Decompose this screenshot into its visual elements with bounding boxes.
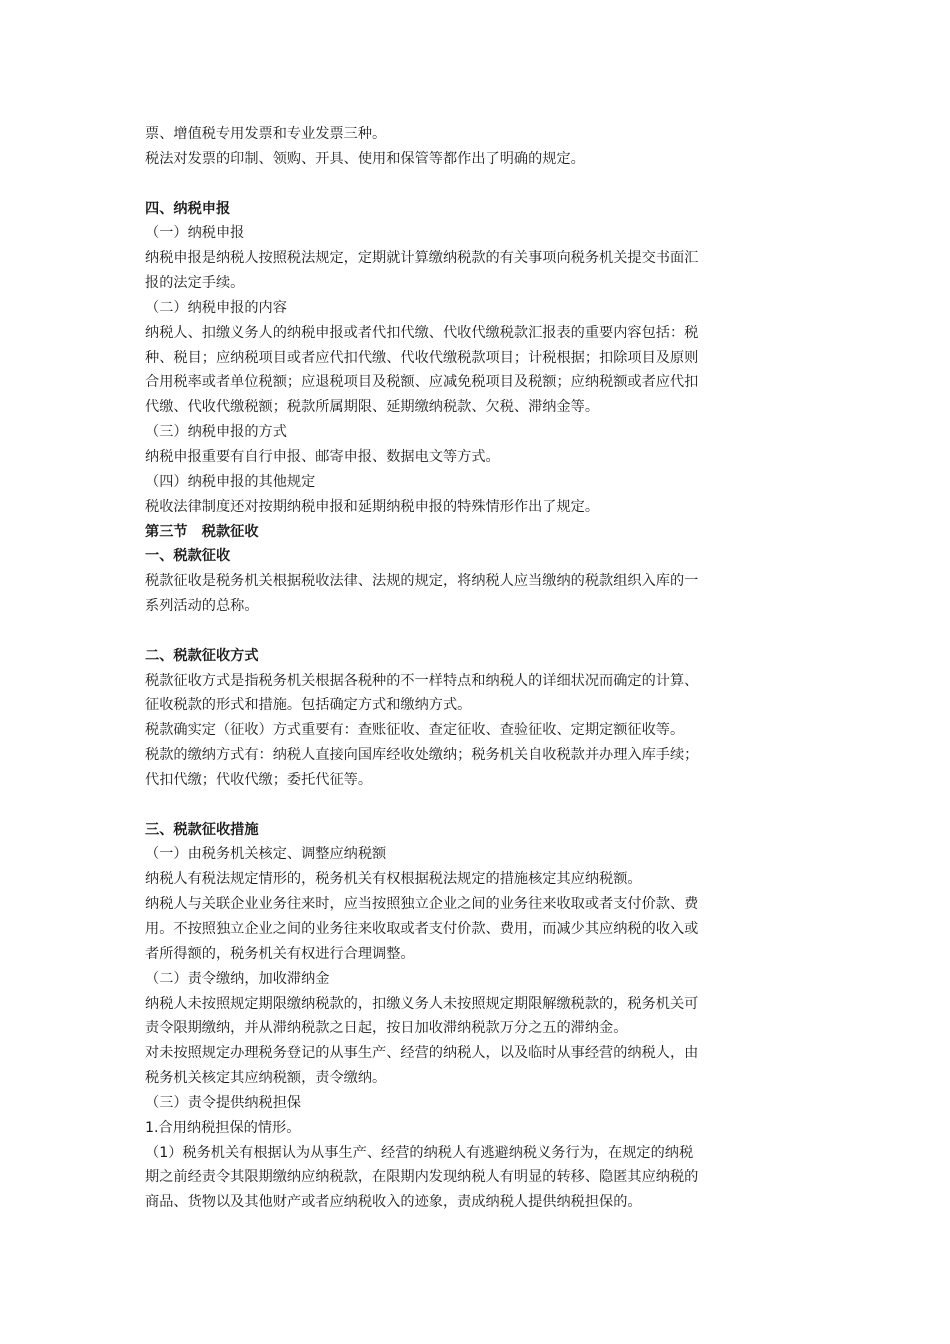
text-line: 对未按照规定办理税务登记的从事生产、经营的纳税人，以及临时从事经营的纳税人，由 xyxy=(145,1045,699,1062)
text-line: 税款确实定（征收）方式重要有：查账征收、查定征收、查验征收、定期定额征收等。 xyxy=(145,722,685,739)
subsection-heading: （二）纳税申报的内容 xyxy=(145,299,287,316)
text-line: 票、增值税专用发票和专业发票三种。 xyxy=(145,126,387,142)
text-line: （1）税务机关有根据认为从事生产、经营的纳税人有逃避纳税义务行为，在规定的纳税 xyxy=(145,1144,694,1161)
text-line: 商品、货物以及其他财产或者应纳税收入的迹象，责成纳税人提供纳税担保的。 xyxy=(145,1194,642,1211)
text-line: 税务机关核定其应纳税额，责令缴纳。 xyxy=(145,1070,387,1087)
text-line: 纳税人未按照规定期限缴纳税款的，扣缴义务人未按照规定期限解缴税款的，税务机关可 xyxy=(145,995,699,1012)
text-line: 税款的缴纳方式有：纳税人直接向国库经收处缴纳；税务机关自收税款并办理入库手续； xyxy=(145,747,699,764)
text-line: 纳税人、扣缴义务人的纳税申报或者代扣代缴、代收代缴税款汇报表的重要内容包括：税 xyxy=(145,324,699,341)
subsection-heading: （三）责令提供纳税担保 xyxy=(145,1094,302,1111)
text-line: 者所得额的，税务机关有权进行合理调整。 xyxy=(145,945,415,962)
list-item-heading: 1.合用纳税担保的情形。 xyxy=(145,1119,301,1136)
section-heading: 一、税款征收 xyxy=(145,548,231,565)
text-line: 用。不按照独立企业之间的业务往来收取或者支付价款、费用，而减少其应纳税的收入或 xyxy=(145,921,699,937)
section-heading: 三、税款征收措施 xyxy=(145,821,259,838)
text-line: 代缴、代收代缴税额；税款所属期限、延期缴纳税款、欠税、滞纳金等。 xyxy=(145,399,600,416)
text-line: 种、税目；应纳税项目或者应代扣代缴、代收代缴税款项目；计税根据；扣除项目及原则 xyxy=(145,349,699,366)
subsection-heading: （四）纳税申报的其他规定 xyxy=(145,473,316,490)
text-line: 报的法定手续。 xyxy=(145,275,245,292)
text-line: 代扣代缴；代收代缴；委托代征等。 xyxy=(145,771,373,788)
text-line: 税收法律制度还对按期纳税申报和延期纳税申报的特殊情形作出了规定。 xyxy=(145,498,600,515)
text-line: 纳税申报是纳税人按照税法规定，定期就计算缴纳税款的有关事项向税务机关提交书面汇 xyxy=(145,250,699,267)
blank-line xyxy=(145,172,810,197)
text-line: 系列活动的总称。 xyxy=(145,598,259,615)
document-page xyxy=(145,122,810,1215)
text-line: 责令限期缴纳，并从滞纳税款之日起，按日加收滞纳税款万分之五的滞纳金。 xyxy=(145,1020,628,1037)
text-line: 纳税申报重要有自行申报、邮寄申报、数据电文等方式。 xyxy=(145,448,500,465)
subsection-heading: （三）纳税申报的方式 xyxy=(145,424,287,441)
subsection-heading: （一）由税务机关核定、调整应纳税额 xyxy=(145,846,387,863)
text-line: 税款征收是税务机关根据税收法律、法规的规定，将纳税人应当缴纳的税款组织入库的一 xyxy=(145,573,699,590)
text-line: 纳税人有税法规定情形的，税务机关有权根据税法规定的措施核定其应纳税额。 xyxy=(145,871,642,888)
text-line: 税款征收方式是指税务机关根据各税种的不一样特点和纳税人的详细状况而确定的计算、 xyxy=(145,672,699,689)
text-line: 征收税款的形式和措施。包括确定方式和缴纳方式。 xyxy=(145,697,472,714)
blank-line xyxy=(145,793,810,818)
section-heading: 二、税款征收方式 xyxy=(145,647,259,664)
subsection-heading: （一）纳税申报 xyxy=(145,225,245,242)
blank-line xyxy=(145,619,810,644)
chapter-heading: 第三节 税款征收 xyxy=(145,523,259,540)
text-line: 合用税率或者单位税额；应退税项目及税额、应减免税项目及税额；应纳税额或者应代扣 xyxy=(145,374,699,391)
section-heading: 四、纳税申报 xyxy=(145,200,231,217)
text-line: 纳税人与关联企业业务往来时，应当按照独立企业之间的业务往来收取或者支付价款、费 xyxy=(145,896,699,913)
text-line: 税法对发票的印制、领购、开具、使用和保管等都作出了明确的规定。 xyxy=(145,150,585,167)
subsection-heading: （二）责令缴纳，加收滞纳金 xyxy=(145,970,330,987)
text-line: 期之前经责令其限期缴纳应纳税款，在限期内发现纳税人有明显的转移、隐匿其应纳税的 xyxy=(145,1169,699,1186)
